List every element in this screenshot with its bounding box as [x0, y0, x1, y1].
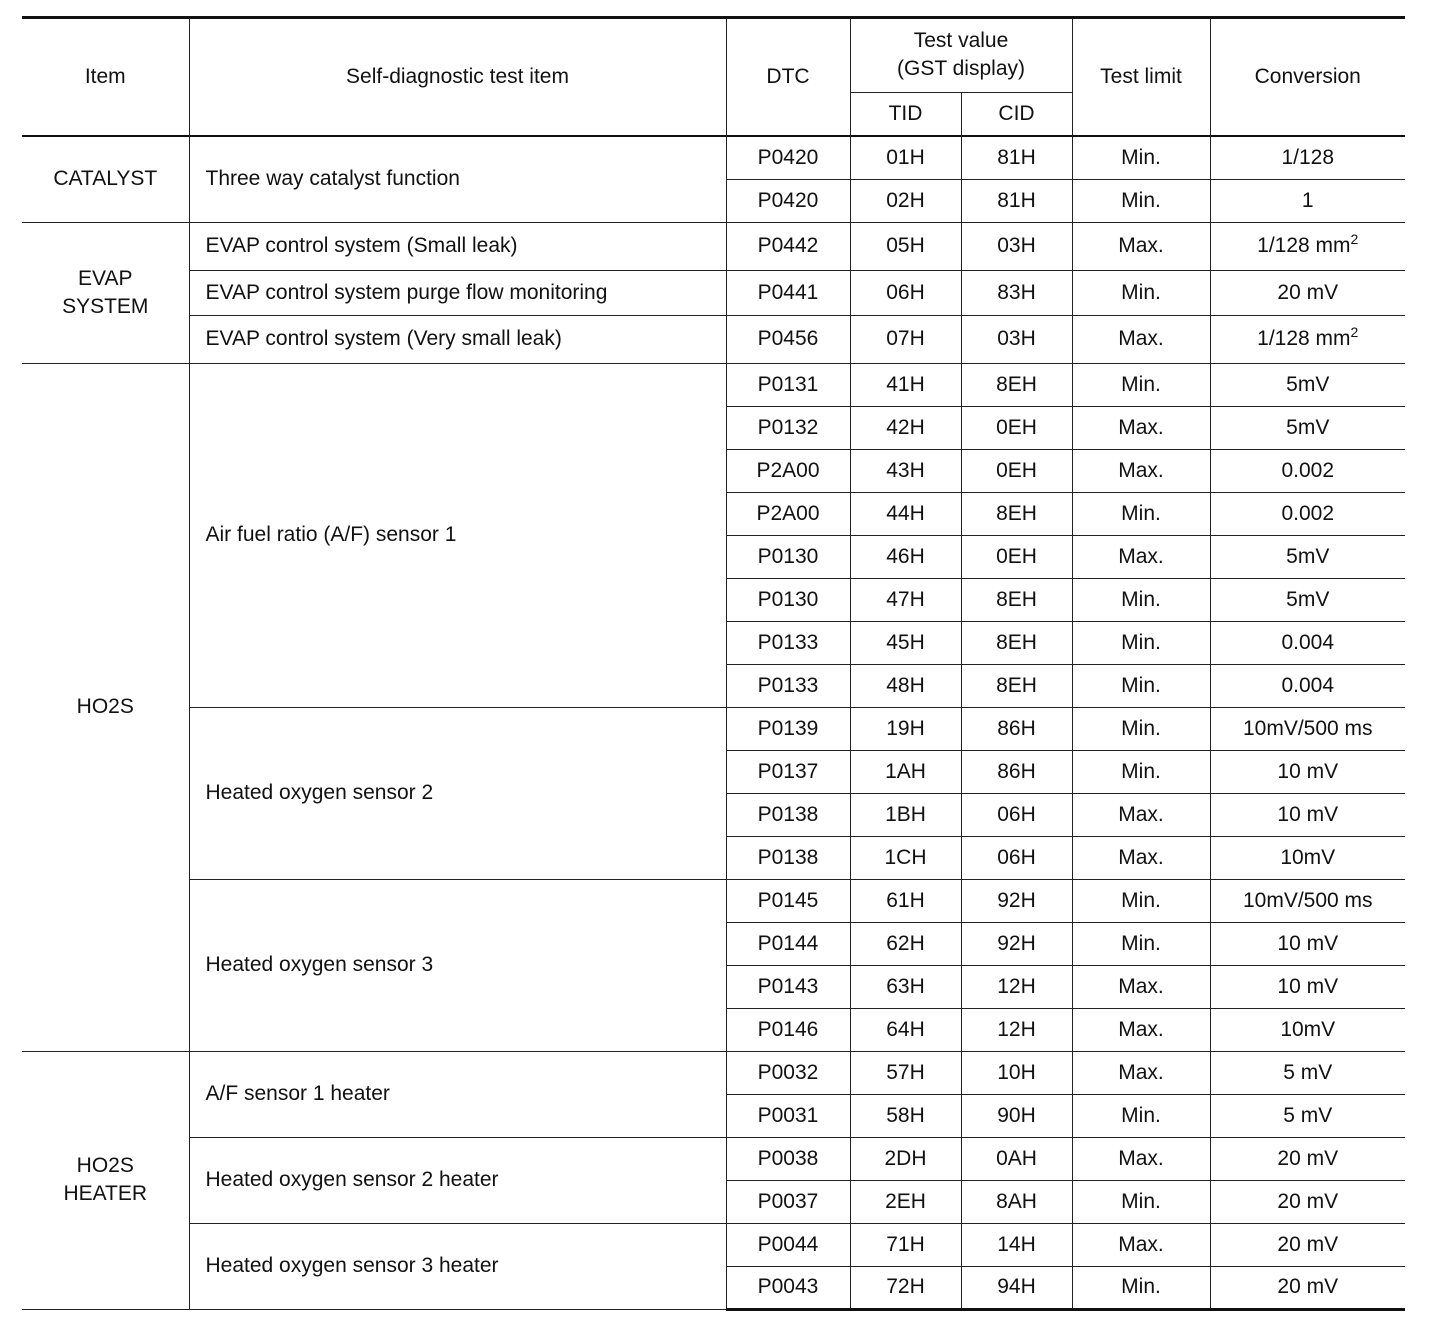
test-limit-cell: Min.	[1072, 136, 1210, 179]
test-limit-cell: Min.	[1072, 1094, 1210, 1137]
test-limit-cell: Min.	[1072, 664, 1210, 707]
cid-cell: 0AH	[961, 1137, 1072, 1180]
dtc-cell: P0032	[726, 1051, 850, 1094]
cid-cell: 10H	[961, 1051, 1072, 1094]
cid-cell: 0EH	[961, 406, 1072, 449]
tid-cell: 01H	[850, 136, 961, 179]
test-limit-cell: Max.	[1072, 315, 1210, 363]
cid-cell: 03H	[961, 222, 1072, 270]
header-test-value: Test value (GST display)	[850, 18, 1072, 93]
dtc-cell: P0420	[726, 179, 850, 222]
cid-cell: 81H	[961, 136, 1072, 179]
conversion-cell	[1210, 535, 1405, 578]
cid-cell: 06H	[961, 793, 1072, 836]
tid-cell: 46H	[850, 535, 961, 578]
dtc-cell: P0031	[726, 1094, 850, 1137]
cid-cell: 14H	[961, 1223, 1072, 1266]
tid-cell: 2EH	[850, 1180, 961, 1223]
conversion-value: 10mV	[1280, 1017, 1336, 1041]
table-body	[22, 136, 1405, 1309]
tid-cell: 06H	[850, 270, 961, 315]
cid-cell: 94H	[961, 1266, 1072, 1309]
tid-cell: 07H	[850, 315, 961, 363]
cid-cell: 12H	[961, 965, 1072, 1008]
group-item-cell: HO2S HEATER	[22, 1051, 189, 1309]
conversion-value: 5mV	[1286, 544, 1330, 568]
tid-cell: 58H	[850, 1094, 961, 1137]
dtc-cell: P0044	[726, 1223, 850, 1266]
conversion-superscript: 2	[1350, 231, 1359, 247]
cid-cell: 81H	[961, 179, 1072, 222]
test-limit-cell: Min.	[1072, 879, 1210, 922]
conversion-value: 5 mV	[1283, 1103, 1333, 1127]
test-item-cell: EVAP control system purge flow monitoring	[189, 270, 726, 315]
group-item-cell: CATALYST	[22, 136, 189, 222]
cid-cell: 0EH	[961, 449, 1072, 492]
conversion-value: 0.002	[1281, 501, 1335, 525]
header-tid: TID	[850, 92, 961, 136]
conversion-cell	[1210, 270, 1405, 315]
table-header	[22, 18, 1405, 137]
header-item: Item	[22, 18, 189, 137]
tid-cell: 63H	[850, 965, 961, 1008]
test-limit-cell: Min.	[1072, 621, 1210, 664]
tid-cell: 19H	[850, 707, 961, 750]
test-item-cell: Heated oxygen sensor 2	[189, 707, 726, 879]
conversion-value: 10mV/500 ms	[1242, 888, 1373, 912]
test-item-cell: Heated oxygen sensor 3	[189, 879, 726, 1051]
table-row	[22, 270, 1405, 315]
test-limit-cell: Max.	[1072, 1137, 1210, 1180]
conversion-cell	[1210, 922, 1405, 965]
conversion-cell	[1210, 406, 1405, 449]
table-row	[22, 1137, 1405, 1180]
conversion-value: 0.002	[1281, 458, 1335, 482]
tid-cell: 62H	[850, 922, 961, 965]
test-limit-cell: Max.	[1072, 535, 1210, 578]
tid-cell: 57H	[850, 1051, 961, 1094]
conversion-value: 5mV	[1286, 587, 1330, 611]
tid-cell: 47H	[850, 578, 961, 621]
dtc-cell: P0130	[726, 578, 850, 621]
conversion-value: 1	[1301, 188, 1314, 212]
tid-cell: 48H	[850, 664, 961, 707]
conversion-value: 0.004	[1281, 630, 1335, 654]
dtc-cell: P0130	[726, 535, 850, 578]
test-item-cell: Three way catalyst function	[189, 136, 726, 222]
cid-cell: 12H	[961, 1008, 1072, 1051]
tid-cell: 41H	[850, 363, 961, 406]
table-row	[22, 136, 1405, 179]
table-row	[22, 1223, 1405, 1266]
test-item-cell: Air fuel ratio (A/F) sensor 1	[189, 363, 726, 707]
dtc-cell: P0138	[726, 836, 850, 879]
cid-cell: 83H	[961, 270, 1072, 315]
group-item-cell: EVAP SYSTEM	[22, 222, 189, 363]
conversion-value: 20 mV	[1277, 1146, 1339, 1170]
dtc-cell: P0145	[726, 879, 850, 922]
tid-cell: 1AH	[850, 750, 961, 793]
dtc-cell: P2A00	[726, 449, 850, 492]
conversion-cell	[1210, 492, 1405, 535]
tid-cell: 64H	[850, 1008, 961, 1051]
cid-cell: 90H	[961, 1094, 1072, 1137]
test-limit-cell: Max.	[1072, 1223, 1210, 1266]
conversion-cell	[1210, 222, 1405, 270]
tid-cell: 05H	[850, 222, 961, 270]
cid-cell: 0EH	[961, 535, 1072, 578]
diagnostic-test-table	[22, 16, 1405, 1311]
conversion-cell	[1210, 1008, 1405, 1051]
cid-cell: 03H	[961, 315, 1072, 363]
conversion-cell	[1210, 707, 1405, 750]
dtc-cell: P0132	[726, 406, 850, 449]
test-limit-cell: Max.	[1072, 1051, 1210, 1094]
header-conversion: Conversion	[1210, 18, 1405, 137]
test-limit-cell: Min.	[1072, 363, 1210, 406]
cid-cell: 92H	[961, 922, 1072, 965]
conversion-value: 10 mV	[1277, 802, 1339, 826]
conversion-value: 0.004	[1281, 673, 1335, 697]
cid-cell: 8EH	[961, 363, 1072, 406]
dtc-cell: P0146	[726, 1008, 850, 1051]
test-limit-cell: Min.	[1072, 1180, 1210, 1223]
conversion-cell	[1210, 136, 1405, 179]
conversion-cell	[1210, 1223, 1405, 1266]
test-limit-cell: Max.	[1072, 449, 1210, 492]
conversion-cell	[1210, 836, 1405, 879]
dtc-cell: P0442	[726, 222, 850, 270]
conversion-value: 20 mV	[1277, 280, 1339, 304]
header-self-diagnostic-test-item: Self-diagnostic test item	[189, 18, 726, 137]
group-item-cell: HO2S	[22, 363, 189, 1051]
conversion-value: 5mV	[1286, 372, 1330, 396]
test-limit-cell: Min.	[1072, 1266, 1210, 1309]
tid-cell: 1CH	[850, 836, 961, 879]
tid-cell: 45H	[850, 621, 961, 664]
table-row	[22, 879, 1405, 922]
test-limit-cell: Max.	[1072, 406, 1210, 449]
dtc-cell: P0144	[726, 922, 850, 965]
cid-cell: 06H	[961, 836, 1072, 879]
conversion-cell	[1210, 1137, 1405, 1180]
conversion-value: 10mV	[1280, 845, 1336, 869]
conversion-cell	[1210, 578, 1405, 621]
conversion-value: 10 mV	[1277, 759, 1339, 783]
test-item-cell: EVAP control system (Small leak)	[189, 222, 726, 270]
conversion-cell	[1210, 664, 1405, 707]
test-limit-cell: Min.	[1072, 578, 1210, 621]
conversion-cell	[1210, 449, 1405, 492]
dtc-cell: P0441	[726, 270, 850, 315]
table-row	[22, 707, 1405, 750]
conversion-cell	[1210, 363, 1405, 406]
test-item-cell: Heated oxygen sensor 3 heater	[189, 1223, 726, 1309]
cid-cell: 8EH	[961, 492, 1072, 535]
test-limit-cell: Max.	[1072, 836, 1210, 879]
conversion-value: 20 mV	[1277, 1275, 1339, 1298]
conversion-cell	[1210, 315, 1405, 363]
header-cid: CID	[961, 92, 1072, 136]
cid-cell: 86H	[961, 750, 1072, 793]
tid-cell: 1BH	[850, 793, 961, 836]
conversion-cell	[1210, 965, 1405, 1008]
table-row	[22, 315, 1405, 363]
conversion-value: 10 mV	[1277, 931, 1339, 955]
table-row	[22, 222, 1405, 270]
table-row	[22, 363, 1405, 406]
test-limit-cell: Min.	[1072, 270, 1210, 315]
test-item-cell: EVAP control system (Very small leak)	[189, 315, 726, 363]
tid-cell: 44H	[850, 492, 961, 535]
dtc-cell: P0133	[726, 621, 850, 664]
table-row	[22, 1051, 1405, 1094]
dtc-cell: P0456	[726, 315, 850, 363]
tid-cell: 42H	[850, 406, 961, 449]
cid-cell: 8EH	[961, 664, 1072, 707]
dtc-cell: P0133	[726, 664, 850, 707]
dtc-cell: P0138	[726, 793, 850, 836]
test-limit-cell: Max.	[1072, 222, 1210, 270]
test-item-cell: Heated oxygen sensor 2 heater	[189, 1137, 726, 1223]
header-dtc: DTC	[726, 18, 850, 137]
conversion-value: 1/128	[1281, 145, 1335, 169]
test-limit-cell: Max.	[1072, 1008, 1210, 1051]
conversion-superscript: 2	[1350, 324, 1359, 340]
dtc-cell: P0137	[726, 750, 850, 793]
conversion-value: 1/128 mm	[1257, 327, 1351, 350]
dtc-cell: P0038	[726, 1137, 850, 1180]
tid-cell: 72H	[850, 1266, 961, 1309]
cid-cell: 8EH	[961, 578, 1072, 621]
conversion-cell	[1210, 1051, 1405, 1094]
conversion-cell	[1210, 793, 1405, 836]
conversion-cell	[1210, 1094, 1405, 1137]
conversion-cell	[1210, 750, 1405, 793]
dtc-cell: P0143	[726, 965, 850, 1008]
dtc-cell: P0131	[726, 363, 850, 406]
tid-cell: 71H	[850, 1223, 961, 1266]
dtc-cell: P0139	[726, 707, 850, 750]
conversion-value: 20 mV	[1277, 1232, 1339, 1256]
cid-cell: 8AH	[961, 1180, 1072, 1223]
conversion-value: 10 mV	[1277, 974, 1339, 998]
test-limit-cell: Min.	[1072, 750, 1210, 793]
test-item-cell: A/F sensor 1 heater	[189, 1051, 726, 1137]
tid-cell: 43H	[850, 449, 961, 492]
conversion-value: 20 mV	[1277, 1189, 1339, 1213]
dtc-cell: P0037	[726, 1180, 850, 1223]
dtc-cell: P0043	[726, 1266, 850, 1309]
test-limit-cell: Min.	[1072, 179, 1210, 222]
dtc-cell: P2A00	[726, 492, 850, 535]
conversion-value: 1/128 mm	[1257, 234, 1351, 257]
conversion-value: 10mV/500 ms	[1242, 716, 1373, 740]
test-limit-cell: Max.	[1072, 965, 1210, 1008]
conversion-cell	[1210, 1266, 1405, 1309]
conversion-value: 5mV	[1286, 415, 1330, 439]
cid-cell: 92H	[961, 879, 1072, 922]
tid-cell: 02H	[850, 179, 961, 222]
tid-cell: 2DH	[850, 1137, 961, 1180]
test-limit-cell: Max.	[1072, 793, 1210, 836]
conversion-cell	[1210, 1180, 1405, 1223]
test-limit-cell: Min.	[1072, 707, 1210, 750]
header-test-limit: Test limit	[1072, 18, 1210, 137]
dtc-cell: P0420	[726, 136, 850, 179]
cid-cell: 8EH	[961, 621, 1072, 664]
conversion-cell	[1210, 179, 1405, 222]
cid-cell: 86H	[961, 707, 1072, 750]
tid-cell: 61H	[850, 879, 961, 922]
conversion-cell	[1210, 879, 1405, 922]
conversion-value: 5 mV	[1283, 1060, 1333, 1084]
conversion-cell	[1210, 621, 1405, 664]
test-limit-cell: Min.	[1072, 922, 1210, 965]
test-limit-cell: Min.	[1072, 492, 1210, 535]
